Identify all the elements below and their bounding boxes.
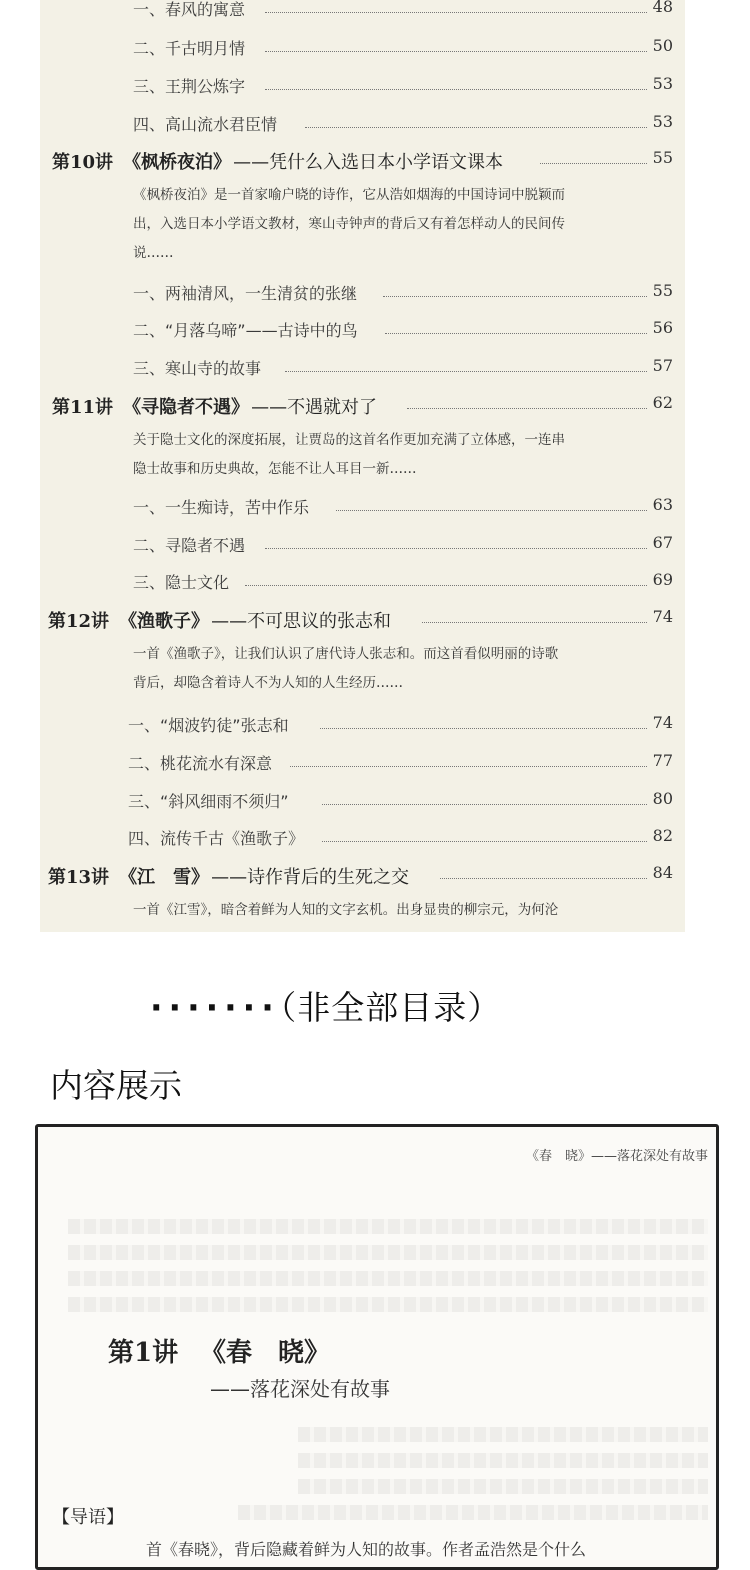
bleed-through-text [298, 1479, 708, 1494]
toc-item[interactable] [40, 566, 685, 596]
toc-dot-leader [305, 117, 647, 128]
toc-page-number: 62 [652, 393, 673, 412]
toc-page-number: 67 [652, 533, 673, 552]
toc-item-title: 一、一生痴诗，苦中作乐 [133, 495, 313, 518]
partial-toc-note [150, 982, 501, 1029]
toc-dot-leader [385, 323, 647, 334]
toc-page-number: 53 [652, 74, 673, 93]
toc-dot-leader [422, 612, 647, 623]
toc-dot-leader [336, 500, 647, 511]
toc-dot-leader [320, 718, 647, 729]
bleed-through-text [68, 1219, 708, 1234]
lecture-description: 一首《渔歌子》，让我们认识了唐代诗人张志和。而这首看似明丽的诗歌 背后，却隐含着诗人不为人知的人生经历…… [133, 646, 559, 691]
toc-item-title: 二、桃花流水有深意 [128, 751, 276, 774]
content-preview-page [35, 1124, 719, 1570]
body-first-line: 首《春晓》，背后隐藏着鲜为人知的故事。作者孟浩然是个什么 [146, 1540, 587, 1559]
lecture-title: 《江 雪》 [119, 867, 210, 888]
bleed-through-text [298, 1453, 708, 1468]
toc-item-title: 三、“斜风细雨不须归” [128, 789, 293, 812]
toc-item-title: 一、两袖清风，一生清贫的张继 [133, 281, 361, 304]
toc-item[interactable] [40, 32, 685, 62]
lecture-subtitle: ——诗作背后的生死之交 [211, 867, 410, 888]
toc-page-number: 74 [652, 713, 673, 732]
toc-item[interactable] [40, 0, 685, 23]
toc-lecture[interactable] [40, 389, 685, 419]
toc-item[interactable] [40, 108, 685, 138]
bleed-through-text [298, 1427, 708, 1442]
toc-item-title: 三、王荆公炼字 [133, 74, 249, 97]
toc-item[interactable] [40, 70, 685, 100]
bleed-through-text [68, 1271, 708, 1286]
toc-dot-leader [322, 794, 647, 805]
toc-page-number: 82 [652, 826, 673, 845]
content-preview-heading: 内容展示 [50, 1066, 182, 1105]
toc-item-title: 四、高山流水君臣情 [133, 112, 281, 135]
toc-page-number: 48 [652, 0, 673, 16]
toc-item[interactable] [40, 277, 685, 307]
toc-item[interactable] [40, 709, 685, 739]
toc-item-title: 一、春风的寓意 [133, 0, 249, 20]
toc-item[interactable] [40, 529, 685, 559]
toc-dot-leader [440, 868, 647, 879]
toc-item-title: 三、隐士文化 [133, 570, 233, 593]
toc-item-title: 四、流传千古《渔歌子》 [128, 826, 308, 849]
lecture-description: 《枫桥夜泊》是一首家喻户晓的诗作，它从浩如烟海的中国诗词中脱颖而 出，入选日本小学语文教材，寒山寺钟声的背后又有着怎样动人的民间传 说…… [133, 187, 565, 261]
toc-dot-leader [245, 575, 647, 586]
toc-item[interactable] [40, 491, 685, 521]
lecture-number: 第10讲 [52, 152, 114, 173]
toc-dot-leader [322, 831, 647, 842]
toc-page-number: 55 [652, 281, 673, 300]
toc-lecture[interactable] [40, 859, 685, 889]
toc-item-title: 一、“烟波钓徒”张志和 [128, 713, 293, 736]
toc-item[interactable] [40, 822, 685, 852]
lecture-number: 第13讲 [48, 867, 110, 888]
lecture-number: 第12讲 [48, 611, 110, 632]
toc-page-number: 63 [652, 495, 673, 514]
bleed-through-text [238, 1505, 708, 1520]
lecture-number: 第11讲 [52, 397, 114, 418]
guide-label: 【导语】 [52, 1507, 124, 1528]
toc-dot-leader [265, 2, 647, 13]
partial-toc-text: （非全部目录） [279, 988, 502, 1027]
toc-item[interactable] [40, 352, 685, 382]
toc-page-number: 53 [652, 112, 673, 131]
toc-page-number: 84 [652, 863, 673, 882]
toc-page-number: 74 [652, 607, 673, 626]
toc-item-title: 二、千古明月情 [133, 36, 249, 59]
toc-dot-leader [265, 538, 647, 549]
lecture-title: 《枫桥夜泊》 [123, 152, 232, 173]
toc-item[interactable] [40, 747, 685, 777]
toc-item[interactable] [40, 314, 685, 344]
lecture-description: 一首《江雪》，暗含着鲜为人知的文字玄机。出身显贵的柳宗元，为何沦 [133, 902, 559, 918]
toc-item-title: 二、寻隐者不遇 [133, 533, 249, 556]
toc-page-number: 56 [652, 318, 673, 337]
toc-page-number: 55 [652, 148, 673, 167]
toc-page-number: 69 [652, 570, 673, 589]
lecture-title: 《渔歌子》 [119, 611, 210, 632]
toc-lecture[interactable] [40, 144, 685, 174]
bleed-through-text [68, 1297, 708, 1312]
toc-page-number: 50 [652, 36, 673, 55]
lecture-subtitle: ——凭什么入选日本小学语文课本 [233, 152, 504, 173]
toc-dot-leader [265, 79, 647, 90]
toc-page-number: 77 [652, 751, 673, 770]
toc-dot-leader [265, 41, 647, 52]
toc-page-number: 80 [652, 789, 673, 808]
running-head: 《春 晓》——落花深处有故事 [525, 1149, 708, 1164]
chapter-number: 第1讲 [108, 1338, 179, 1368]
toc-dot-leader [383, 286, 647, 297]
toc-dot-leader [540, 153, 647, 164]
lecture-title: 《寻隐者不遇》 [123, 397, 250, 418]
bleed-through-text [68, 1245, 708, 1260]
lecture-subtitle: ——不可思议的张志和 [211, 611, 392, 632]
ellipsis-bullets: ······· [150, 988, 280, 1027]
chapter-subtitle: ——落花深处有故事 [210, 1377, 390, 1401]
toc-item-title: 二、“月落乌啼”——古诗中的鸟 [133, 318, 362, 341]
lecture-subtitle: ——不遇就对了 [251, 397, 378, 418]
lecture-description: 关于隐士文化的深度拓展，让贾岛的这首名作更加充满了立体感，一连串 隐士故事和历史典故，怎能不让人耳目一新…… [133, 432, 565, 477]
toc-dot-leader [290, 756, 647, 767]
toc-dot-leader [285, 361, 647, 372]
toc-dot-leader [407, 398, 647, 409]
toc-lecture[interactable] [40, 603, 685, 633]
table-of-contents [40, 0, 685, 932]
toc-item-title: 三、寒山寺的故事 [133, 356, 265, 379]
chapter-title: 《春 晓》 [200, 1338, 331, 1368]
toc-item[interactable] [40, 785, 685, 815]
toc-page-number: 57 [652, 356, 673, 375]
